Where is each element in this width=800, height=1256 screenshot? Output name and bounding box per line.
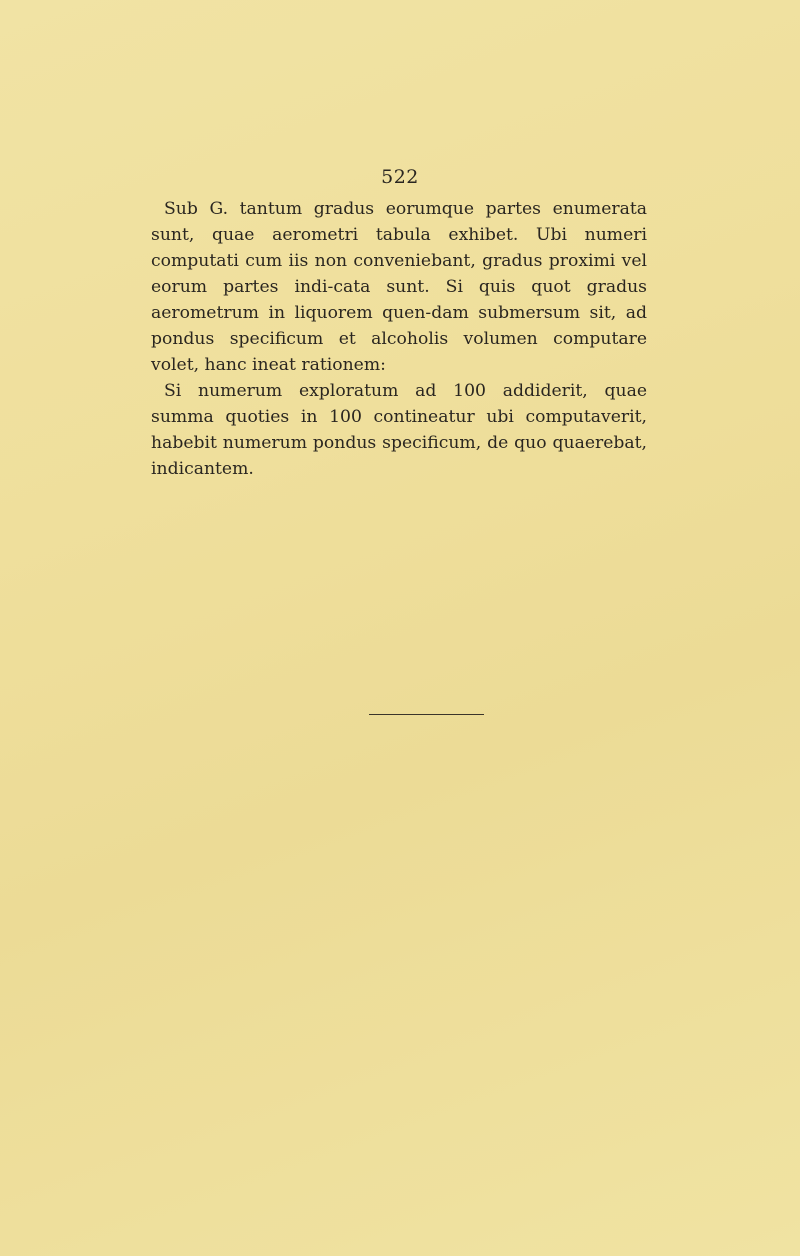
paragraph-2: Si numerum exploratum ad 100 addiderit, quae summa quoties in 100 contineatur ubi computaverit, habebit numerum pondus specificum, de quo quaerebat, indicantem. (151, 381, 647, 479)
paragraph-1: Sub G. tantum gradus eorumque partes enumerata sunt, quae aerometri tabula exhibet. Ubi numeri computati cum iis non conveniebant, gradus proximi vel eorum partes indi-cata sunt. Si quis quot gradus aerometrum in liquorem quen-dam submersum sit, ad pondus specificum et alcoholis volumen computare volet, hanc ineat rationem: (151, 199, 647, 375)
body-text (151, 196, 647, 482)
page-number: 522 (381, 166, 419, 188)
section-rule (369, 714, 484, 715)
